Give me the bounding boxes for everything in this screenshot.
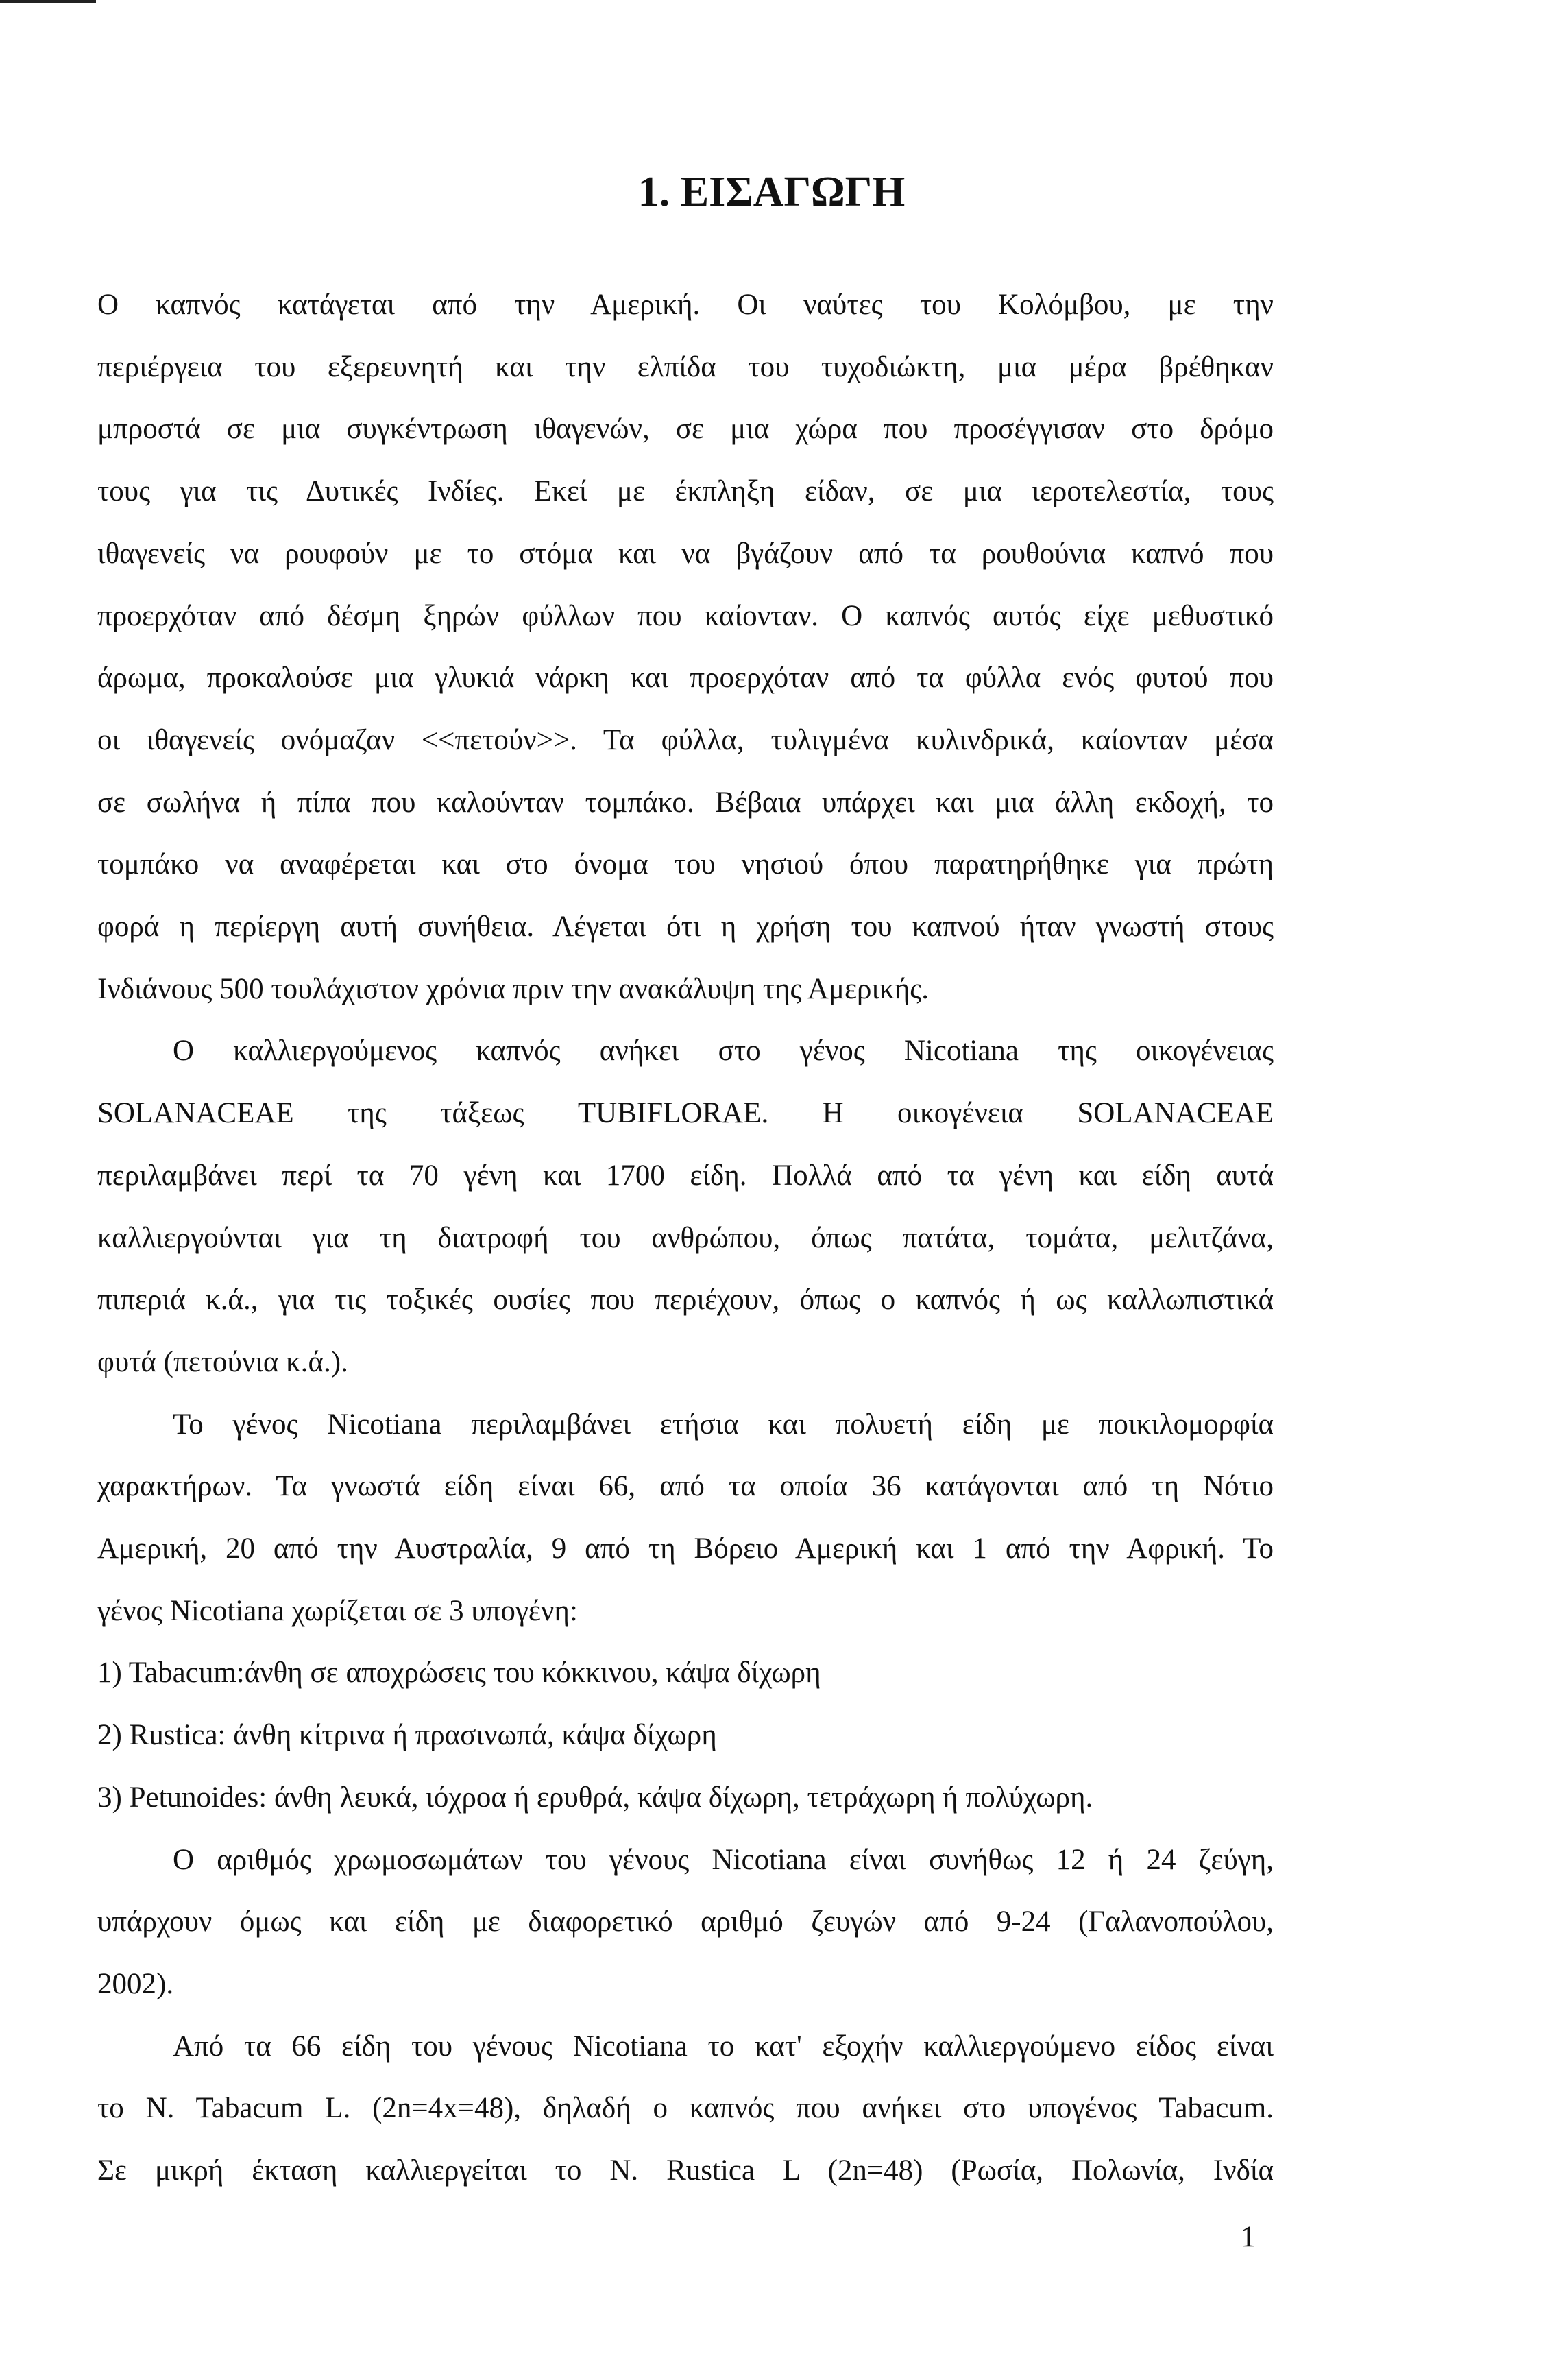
text-line: Από τα 66 είδη του γένους Nicotiana το κατ' εξοχήν καλλιεργούμενο είδος είναι: [173, 2030, 1274, 2063]
text-line: Ο καλλιεργούμενος καπνός ανήκει στο γένος Nicotiana της οικογένειας: [173, 1035, 1274, 1068]
text-line: σε σωλήνα ή πίπα που καλούνταν τομπάκο. Βέβαια υπάρχει και μια άλλη εκδοχή, το: [97, 786, 1274, 819]
page-number: 1: [1241, 2221, 1256, 2253]
text-line: μπροστά σε μια συγκέντρωση ιθαγενών, σε μια χώρα που προσέγγισαν στο δρόμο: [97, 413, 1274, 446]
text-line: Ο καπνός κατάγεται από την Αμερική. Οι ναύτες του Κολόμβου, με την: [97, 289, 1274, 321]
text-line: περιέργεια του εξερευνητή και την ελπίδα του τυχοδιώκτη, μια μέρα βρέθηκαν: [97, 350, 1274, 383]
text-line: Σε μικρή έκταση καλλιεργείται το N. Rustica L (2n=48) (Ρωσία, Πολωνία, Ινδία: [97, 2154, 1274, 2187]
text-line: Αμερική, 20 από την Αυστραλία, 9 από τη Βόρειο Αμερική και 1 από την Αφρική. Το: [97, 1532, 1274, 1565]
text-line: άρωμα, προκαλούσε μια γλυκιά νάρκη και προερχόταν από τα φύλλα ενός φυτού που: [97, 662, 1274, 695]
text-line: υπάρχουν όμως και είδη με διαφορετικό αριθμό ζευγών από 9-24 (Γαλανοπούλου,: [97, 1906, 1274, 1938]
text-line: Ινδιάνους 500 τουλάχιστον χρόνια πριν την ανακάλυψη της Αμερικής.: [97, 972, 929, 1005]
text-line: χαρακτήρων. Τα γνωστά είδη είναι 66, από τα οποία 36 κατάγονται από τη Νότιο: [97, 1470, 1274, 1503]
text-line: τομπάκο να αναφέρεται και στο όνομα του νησιού όπου παρατηρήθηκε για πρώτη: [97, 848, 1274, 881]
text-line: πιπεριά κ.ά., για τις τοξικές ουσίες που περιέχουν, όπως ο καπνός ή ως καλλωπιστικά: [97, 1284, 1274, 1317]
text-line: φυτά (πετούνια κ.ά.).: [97, 1345, 348, 1378]
text-line: προερχόταν από δέσμη ξηρών φύλλων που καίονταν. Ο καπνός αυτός είχε μεθυστικό: [97, 599, 1274, 632]
text-line: 1) Tabacum:άνθη σε αποχρώσεις του κόκκινου, κάψα δίχωρη: [97, 1657, 821, 1690]
text-line: 3) Petunoides: άνθη λευκά, ιόχροα ή ερυθρά, κάψα δίχωρη, τετράχωρη ή πολύχωρη.: [97, 1781, 1093, 1814]
text-line: 2002).: [97, 1967, 174, 2000]
text-line: SOLANACEAE της τάξεως TUBIFLORAE. Η οικογένεια SOLANACEAE: [97, 1097, 1274, 1130]
text-line: οι ιθαγενείς ονόμαζαν <<πετούν>>. Τα φύλλα, τυλιγμένα κυλινδρικά, καίονταν μέσα: [97, 723, 1274, 756]
text-line: 2) Rustica: άνθη κίτρινα ή πρασινωπά, κάψα δίχωρη: [97, 1719, 717, 1752]
text-line: ιθαγενείς να ρουφούν με το στόμα και να βγάζουν από τα ρουθούνια καπνό που: [97, 537, 1274, 570]
text-line: καλλιεργούνται για τη διατροφή του ανθρώπου, όπως πατάτα, τομάτα, μελιτζάνα,: [97, 1221, 1274, 1254]
text-line: το N. Tabacum L. (2n=4x=48), δηλαδή ο καπνός που ανήκει στο υπογένος Tabacum.: [97, 2092, 1274, 2125]
scan-artifact: [0, 0, 96, 3]
text-line: περιλαμβάνει περί τα 70 γένη και 1700 είδη. Πολλά από τα γένη και είδη αυτά: [97, 1159, 1274, 1192]
body-text: [97, 274, 1274, 2202]
text-line: Ο αριθμός χρωμοσωμάτων του γένους Nicotiana είναι συνήθως 12 ή 24 ζεύγη,: [173, 1843, 1274, 1876]
page-title: 1. ΕΙΣΑΓΩΓΗ: [637, 169, 906, 215]
text-line: φορά η περίεργη αυτή συνήθεια. Λέγεται ότι η χρήση του καπνού ήταν γνωστή στους: [97, 911, 1274, 943]
text-line: Το γένος Nicotiana περιλαμβάνει ετήσια και πολυετή είδη με ποικιλομορφία: [173, 1408, 1274, 1441]
text-line: γένος Nicotiana χωρίζεται σε 3 υπογένη:: [97, 1594, 578, 1627]
text-line: τους για τις Δυτικές Ινδίες. Εκεί με έκπληξη είδαν, σε μια ιεροτελεστία, τους: [97, 475, 1274, 508]
